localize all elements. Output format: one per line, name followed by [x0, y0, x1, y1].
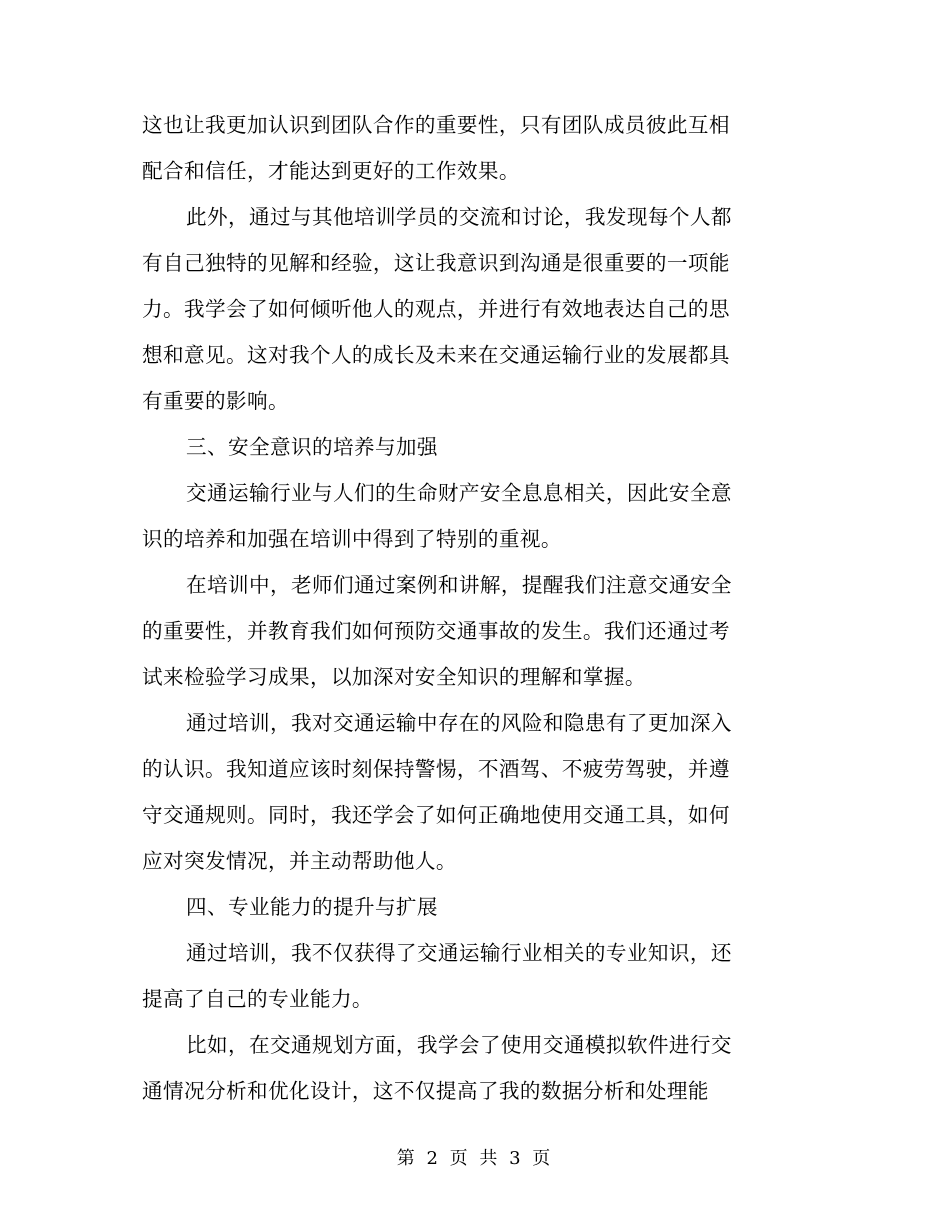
document-body [142, 102, 814, 1114]
text-line: 有自己独特的见解和经验，这让我意识到沟通是很重要的一项能 [142, 251, 730, 275]
text-line: 通情况分析和优化设计，这不仅提高了我的数据分析和处理能 [142, 1079, 709, 1103]
text-line: 试来检验学习成果，以加深对安全知识的理解和掌握。 [142, 665, 646, 689]
text-line: 力。我学会了如何倾听他人的观点，并进行有效地表达自己的思 [142, 297, 730, 321]
paragraph-start-line: 在培训中，老师们通过案例和讲解，提醒我们注意交通安全 [186, 573, 732, 597]
text-line: 守交通规则。同时，我还学会了如何正确地使用交通工具，如何 [142, 803, 730, 827]
paragraph-start-line: 此外，通过与其他培训学员的交流和讨论，我发现每个人都 [186, 205, 732, 229]
section-heading: 三、安全意识的培养与加强 [186, 435, 438, 459]
paragraph-start-line: 交通运输行业与人们的生命财产安全息息相关，因此安全意 [186, 481, 732, 505]
text-line: 提高了自己的专业能力。 [142, 987, 373, 1011]
text-line: 的认识。我知道应该时刻保持警惕，不酒驾、不疲劳驾驶，并遵 [142, 757, 730, 781]
text-line: 这也让我更加认识到团队合作的重要性，只有团队成员彼此互相 [142, 113, 730, 137]
text-line: 应对突发情况，并主动帮助他人。 [142, 849, 457, 873]
paragraph-start-line: 通过培训，我不仅获得了交通运输行业相关的专业知识，还 [186, 941, 732, 965]
paragraph-start-line: 通过培训，我对交通运输中存在的风险和隐患有了更加深入 [186, 711, 732, 735]
text-line: 配合和信任，才能达到更好的工作效果。 [142, 159, 520, 183]
paragraph-start-line: 比如，在交通规划方面，我学会了使用交通模拟软件进行交 [186, 1033, 732, 1057]
page-number-footer: 第 2 页 共 3 页 [396, 1148, 554, 1169]
text-line: 识的培养和加强在培训中得到了特别的重视。 [142, 527, 562, 551]
section-heading: 四、专业能力的提升与扩展 [186, 895, 438, 919]
text-line: 有重要的影响。 [142, 389, 289, 413]
text-line: 想和意见。这对我个人的成长及未来在交通运输行业的发展都具 [142, 343, 730, 367]
text-line: 的重要性，并教育我们如何预防交通事故的发生。我们还通过考 [142, 619, 730, 643]
